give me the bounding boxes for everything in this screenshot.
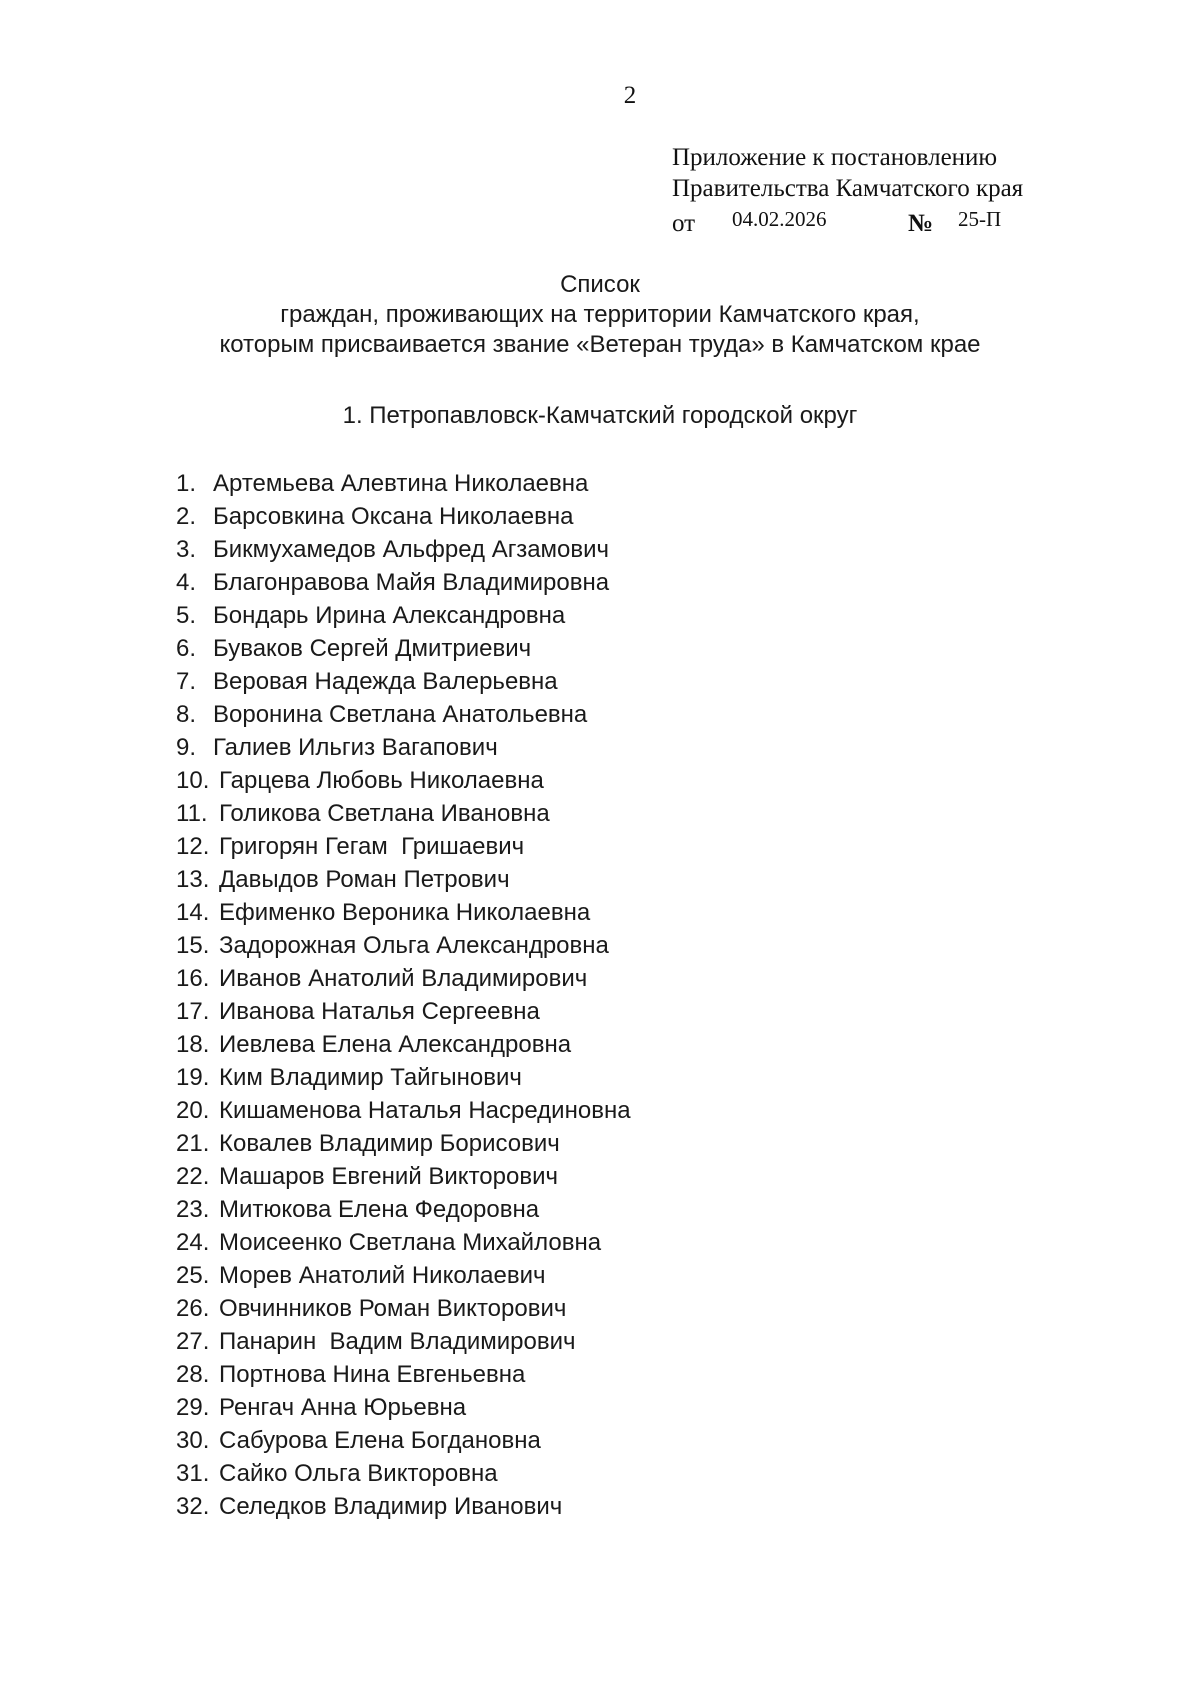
- decree-details: [672, 204, 1023, 238]
- list-item: [176, 1292, 631, 1325]
- decree-from-label: от: [672, 210, 696, 237]
- citizen-name: Бондарь Ирина Александровна: [213, 602, 566, 629]
- list-item: [176, 1028, 631, 1061]
- appendix-block: [672, 142, 1023, 238]
- decree-date: 04.02.2026: [732, 207, 827, 231]
- list-item: [176, 1457, 631, 1490]
- title-line-3: которым присваивается звание «Ветеран труда» в Камчатском крае: [219, 331, 981, 358]
- list-item-number: 28.: [176, 1361, 210, 1388]
- list-item-number: 3.: [176, 536, 197, 563]
- citizen-name: Ефименко Вероника Николаевна: [219, 899, 591, 926]
- citizen-name: Ренгач Анна Юрьевна: [219, 1394, 467, 1421]
- list-item: [176, 1127, 631, 1160]
- citizen-name: Кишаменова Наталья Насрединовна: [219, 1097, 631, 1124]
- citizen-name: Селедков Владимир Иванович: [219, 1493, 563, 1520]
- list-item-number: 7.: [176, 668, 197, 695]
- list-item: [176, 1061, 631, 1094]
- list-item-number: 5.: [176, 602, 197, 629]
- citizen-name: Портнова Нина Евгеньевна: [219, 1361, 526, 1388]
- list-item: [176, 1259, 631, 1292]
- list-item-number: 6.: [176, 635, 197, 662]
- list-item: [176, 698, 631, 731]
- citizen-name: Благонравова Майя Владимировна: [213, 569, 610, 596]
- list-item-number: 1.: [176, 470, 197, 497]
- list-item-number: 32.: [176, 1493, 210, 1520]
- list-item: [176, 731, 631, 764]
- citizen-name: Сабурова Елена Богдановна: [219, 1427, 541, 1454]
- citizen-name: Митюкова Елена Федоровна: [219, 1196, 540, 1223]
- list-item-number: 30.: [176, 1427, 210, 1454]
- document-title: [0, 270, 1200, 360]
- list-item-number: 12.: [176, 833, 210, 860]
- citizen-name: Сайко Ольга Викторовна: [219, 1460, 498, 1487]
- list-item: [176, 599, 631, 632]
- list-item-number: 11.: [176, 800, 208, 827]
- citizen-name: Моисеенко Светлана Михайловна: [219, 1229, 602, 1256]
- citizen-name: Ковалев Владимир Борисович: [219, 1130, 560, 1157]
- list-item-number: 22.: [176, 1163, 210, 1190]
- list-item: [176, 797, 631, 830]
- list-item: [176, 467, 631, 500]
- citizen-name: Иевлева Елена Александровна: [219, 1031, 572, 1058]
- title-line-1: Список: [560, 271, 640, 298]
- list-item: [176, 533, 631, 566]
- list-item: [176, 1193, 631, 1226]
- list-item: [176, 500, 631, 533]
- list-item-number: 27.: [176, 1328, 210, 1355]
- list-item-number: 8.: [176, 701, 197, 728]
- citizen-name: Ким Владимир Тайгынович: [219, 1064, 522, 1091]
- list-item-number: 20.: [176, 1097, 210, 1124]
- list-item-number: 13.: [176, 866, 210, 893]
- citizen-name: Задорожная Ольга Александровна: [219, 932, 609, 959]
- citizen-name: Машаров Евгений Викторович: [219, 1163, 558, 1190]
- appendix-line-2: Правительства Камчатского края: [672, 175, 1024, 202]
- citizen-name: Галиев Ильгиз Вагапович: [213, 734, 498, 761]
- appendix-line-1: Приложение к постановлению: [672, 144, 998, 171]
- citizen-list: [176, 467, 631, 1523]
- citizen-name: Давыдов Роман Петрович: [219, 866, 510, 893]
- citizen-name: Буваков Сергей Дмитриевич: [213, 635, 532, 662]
- list-item: [176, 1094, 631, 1127]
- list-item: [176, 1490, 631, 1523]
- citizen-name: Иванова Наталья Сергеевна: [219, 998, 540, 1025]
- citizen-name: Григорян Гегам Гришаевич: [219, 833, 525, 860]
- list-item-number: 16.: [176, 965, 210, 992]
- list-item-number: 18.: [176, 1031, 210, 1058]
- list-item: [176, 962, 631, 995]
- list-item-number: 9.: [176, 734, 197, 761]
- citizen-name: Барсовкина Оксана Николаевна: [213, 503, 574, 530]
- list-item-number: 26.: [176, 1295, 210, 1322]
- list-item: [176, 632, 631, 665]
- citizen-name: Голикова Светлана Ивановна: [219, 800, 550, 827]
- list-item: [176, 566, 631, 599]
- citizen-name: Артемьева Алевтина Николаевна: [213, 470, 589, 497]
- list-item-number: 21.: [176, 1130, 210, 1157]
- list-item: [176, 995, 631, 1028]
- list-item: [176, 1226, 631, 1259]
- citizen-name: Морев Анатолий Николаевич: [219, 1262, 546, 1289]
- citizen-name: Воронина Светлана Анатольевна: [213, 701, 588, 728]
- list-item: [176, 863, 631, 896]
- citizen-name: Овчинников Роман Викторович: [219, 1295, 567, 1322]
- section-heading: 1. Петропавловск-Камчатский городской округ: [342, 402, 858, 429]
- list-item-number: 31.: [176, 1460, 210, 1487]
- list-item: [176, 1160, 631, 1193]
- list-item: [176, 1424, 631, 1457]
- citizen-name: Веровая Надежда Валерьевна: [213, 668, 558, 695]
- list-item-number: 19.: [176, 1064, 210, 1091]
- citizen-name: Панарин Вадим Владимирович: [219, 1328, 576, 1355]
- decree-number: 25-П: [958, 207, 1002, 231]
- list-item-number: 25.: [176, 1262, 210, 1289]
- list-item-number: 24.: [176, 1229, 210, 1256]
- list-item-number: 29.: [176, 1394, 210, 1421]
- list-item: [176, 896, 631, 929]
- list-item-number: 14.: [176, 899, 210, 926]
- list-item: [176, 830, 631, 863]
- list-item-number: 10.: [176, 767, 210, 794]
- list-item-number: 17.: [176, 998, 210, 1025]
- list-item-number: 15.: [176, 932, 210, 959]
- list-item-number: 4.: [176, 569, 197, 596]
- list-item: [176, 929, 631, 962]
- list-item: [176, 764, 631, 797]
- list-item-number: 2.: [176, 503, 197, 530]
- list-item: [176, 1325, 631, 1358]
- citizen-name: Иванов Анатолий Владимирович: [219, 965, 588, 992]
- title-line-2: граждан, проживающих на территории Камчатского края,: [280, 301, 920, 328]
- list-item-number: 23.: [176, 1196, 210, 1223]
- citizen-name: Бикмухамедов Альфред Агзамович: [213, 536, 610, 563]
- decree-number-sign: №: [908, 210, 934, 237]
- list-item: [176, 665, 631, 698]
- list-item: [176, 1358, 631, 1391]
- citizen-name: Гарцева Любовь Николаевна: [219, 767, 544, 794]
- page-number: 2: [623, 82, 637, 109]
- list-item: [176, 1391, 631, 1424]
